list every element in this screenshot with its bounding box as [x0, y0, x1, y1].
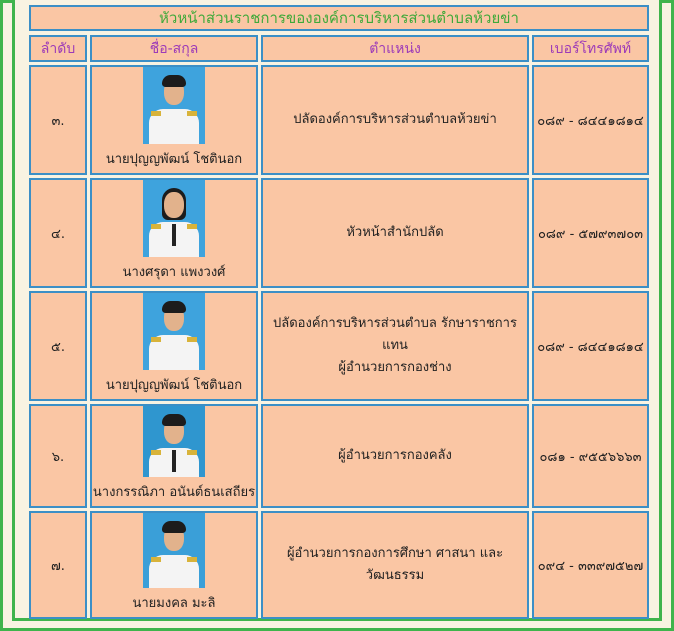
- row-5-position: [261, 511, 529, 619]
- row-4-position-line1: ผู้อำนวยการกองคลัง: [338, 448, 452, 463]
- row-4-position: [261, 404, 529, 508]
- row-5-phone: ๐๙๔ - ๓๓๙๗๕๒๗: [532, 511, 649, 619]
- column-header-order: ลำดับ: [29, 35, 87, 62]
- person-photo: [143, 293, 205, 370]
- row-5-name-cell: [90, 511, 258, 619]
- row-3-order: ๕.: [29, 291, 87, 401]
- row-1-name-cell: [90, 65, 258, 175]
- row-2-phone: ๐๘๙ - ๕๗๙๓๗๐๓: [532, 178, 649, 288]
- row-4-order: ๖.: [29, 404, 87, 508]
- column-header-phone: เบอร์โทรศัพท์: [532, 35, 649, 62]
- row-1-phone: ๐๘๙ - ๘๔๔๑๘๑๔: [532, 65, 649, 175]
- row-3-name: นายปุญญพัฒน์ โชตินอก: [105, 378, 243, 393]
- row-3-position-line1: ปลัดองค์การบริหารส่วนตำบล รักษาราชการแทน: [273, 316, 517, 353]
- row-3-phone: ๐๘๙ - ๘๔๔๑๘๑๔: [532, 291, 649, 401]
- person-photo: [143, 180, 205, 257]
- column-header-name: ชื่อ-สกุล: [90, 35, 258, 62]
- row-3-name-cell: [90, 291, 258, 401]
- row-4-name-cell: [90, 404, 258, 508]
- row-5-position-line1: ผู้อำนวยการกองการศึกษา ศาสนา และวัฒนธรรม: [286, 546, 504, 583]
- row-2-name-cell: [90, 178, 258, 288]
- person-photo: [143, 513, 205, 588]
- row-1-position-line1: ปลัดองค์การบริหารส่วนตำบลห้วยข่า: [293, 112, 497, 127]
- row-5-name: นายมงคล มะลิ: [132, 596, 216, 611]
- row-2-position-line1: หัวหน้าสำนักปลัด: [346, 225, 444, 240]
- person-photo: [143, 406, 205, 477]
- row-2-order: ๔.: [29, 178, 87, 288]
- row-4-phone: ๐๘๑ - ๙๕๕๖๖๖๓: [532, 404, 649, 508]
- row-2-position: [261, 178, 529, 288]
- person-photo: [143, 67, 205, 144]
- column-header-position: ตำแหน่ง: [261, 35, 529, 62]
- row-1-name: นายปุญญพัฒน์ โชตินอก: [105, 152, 243, 167]
- table-title: หัวหน้าส่วนราชการขององค์การบริหารส่วนตำบลห้วยข่า: [29, 5, 649, 31]
- row-5-order: ๗.: [29, 511, 87, 619]
- row-1-order: ๓.: [29, 65, 87, 175]
- row-3-position: [261, 291, 529, 401]
- row-3-position-line2: ผู้อำนวยการกองช่าง: [338, 360, 452, 375]
- row-4-name: นางกรรณิภา อนันต์ธนเสถียร: [92, 485, 256, 500]
- row-1-position: [261, 65, 529, 175]
- row-2-name: นางศรุดา แพงวงศ์: [122, 265, 226, 280]
